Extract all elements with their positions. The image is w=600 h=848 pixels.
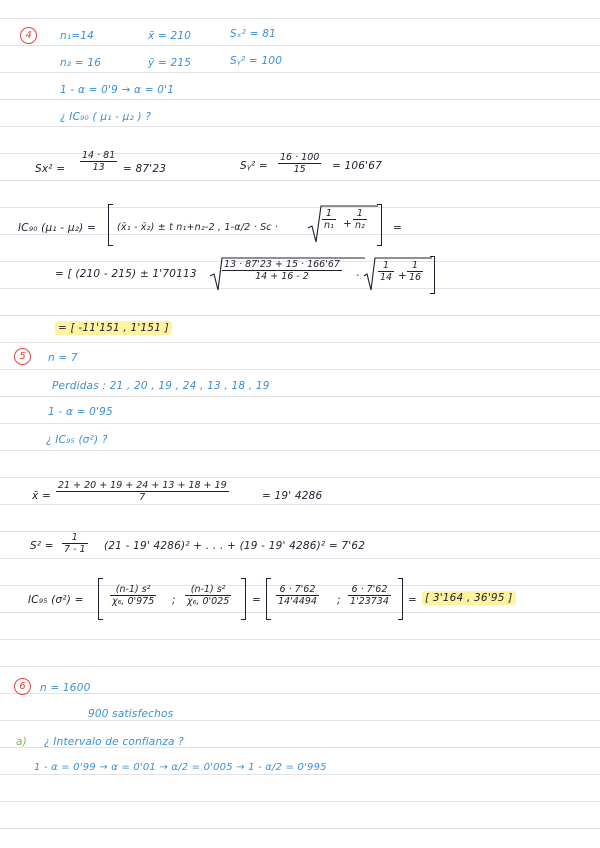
subst-frac1-den: 14 [380, 272, 393, 283]
xbar-result: = 19' 4286 [262, 490, 323, 502]
ruled-line [0, 774, 600, 775]
ic95-frac4 [348, 584, 391, 607]
ic90-subst-frac2 [407, 260, 423, 283]
alpha-99: 1 - α = 0'99 → α = 0'01 → α/2 = 0'005 → 1 - α/2 = 0'995 [34, 762, 327, 773]
dot-mult: · [356, 270, 360, 282]
ic90-subst-close-bracket [430, 256, 435, 294]
plus-sign-b: + [398, 270, 407, 282]
ic90-open-bracket [108, 204, 113, 246]
question-6: ¿ Intervalo de confianza ? [44, 736, 184, 748]
ruled-line [0, 720, 600, 721]
subst-frac1-num: 1 [378, 260, 394, 272]
ic90-subst-frac1 [378, 260, 394, 283]
sx-numerator: 14 · 81 [82, 150, 116, 161]
xbar-denominator: 7 [139, 492, 146, 503]
pooled-denominator: 14 + 16 - 2 [255, 271, 309, 282]
question-4: ¿ IC₉₀ ( μ₁ - μ₂ ) ? [60, 111, 152, 123]
ic90-subst-fraction [222, 259, 342, 282]
s2-denominator: 7 - 1 [64, 544, 86, 555]
question-5: ¿ IC₉₅ (σ²) ? [46, 434, 108, 446]
ic90-frac1-den: n₁ [324, 220, 334, 231]
ic95-frac1-num: (n-1) s² [110, 584, 156, 596]
x1-mean: x̄ = 210 [148, 30, 192, 42]
ruled-line [0, 369, 600, 370]
sy-result: = 106'67 [332, 160, 383, 172]
n-7: n = 7 [48, 352, 78, 364]
sy-denominator: 15 [293, 164, 306, 175]
problem-5-marker: 5 [14, 348, 31, 365]
ruled-line [0, 315, 600, 316]
n-1600: n = 1600 [40, 682, 91, 694]
ic95-close-bracket [241, 578, 246, 620]
plus-sign-a: + [343, 218, 352, 230]
ic90-frac2-num: 1 [353, 208, 367, 220]
ic95-frac2 [185, 584, 231, 607]
result-4-highlight: = [ -11'151 , 1'151 ] [55, 321, 172, 335]
pooled-numerator: 13 · 87'23 + 15 · 166'67 [224, 259, 340, 270]
ic95-frac2-num: (n-1) s² [185, 584, 231, 596]
s2-variance: Sᵧ² = 100 [230, 55, 283, 67]
sy-lhs: Sᵧ² = [240, 160, 268, 172]
ruled-line [0, 504, 600, 505]
ruled-line [0, 18, 600, 19]
ic95-equals: = [252, 594, 261, 606]
s2-expression: (21 - 19' 4286)² + . . . + (19 - 19' 4286)² = 7'62 [104, 540, 366, 552]
ruled-line [0, 639, 600, 640]
s1-variance: Sₓ² = 81 [230, 28, 276, 40]
ic90-frac1 [322, 208, 336, 231]
ic95-open-bracket-2 [266, 578, 271, 620]
subst-frac2-den: 16 [409, 272, 422, 283]
ic95-sep: ; [172, 594, 176, 606]
ruled-line [0, 342, 600, 343]
ic95-frac4-num: 6 · 7'62 [348, 584, 391, 596]
ic95-open-bracket [98, 578, 103, 620]
ruled-line [0, 531, 600, 532]
ic95-frac2-den: χ₆, 0'025 [187, 596, 230, 607]
ruled-line [0, 801, 600, 802]
ruled-line [0, 828, 600, 829]
s2-numerator: 1 [62, 532, 88, 544]
part-a-label: a) [16, 736, 27, 748]
ic95-frac3 [276, 584, 319, 607]
ruled-line [0, 234, 600, 235]
xbar-fraction [56, 480, 229, 503]
ic90-frac2-den: n₂ [355, 220, 365, 231]
ic90-subst-lhs: = [ (210 - 215) ± 1'70113 [55, 268, 197, 280]
ruled-line [0, 207, 600, 208]
ic90-frac2 [353, 208, 367, 231]
ruled-line [0, 558, 600, 559]
alpha-95: 1 - α = 0'95 [48, 406, 113, 418]
result-4 [55, 322, 172, 334]
ic90-close-bracket [377, 204, 382, 246]
ruled-line [0, 666, 600, 667]
sx-result: = 87'23 [123, 163, 167, 175]
sx-lhs: Sx² = [35, 163, 66, 175]
ruled-line [0, 396, 600, 397]
ruled-line [0, 612, 600, 613]
ic95-frac4-den: 1'23734 [350, 596, 389, 607]
result-5 [422, 592, 516, 604]
ic90-formula: (x̄₁ - x̄₂) ± t n₁+n₂-2 , 1-α/2 · Sc · [117, 222, 279, 233]
satisfechos: 900 satisfechos [88, 708, 174, 720]
ruled-line [0, 477, 600, 478]
sx-fraction [80, 150, 117, 173]
problem-6-marker: 6 [14, 678, 31, 695]
ic90-lhs: IC₉₀ (μ₁ - μ₂) = [18, 222, 96, 234]
n2-value: n₂ = 16 [60, 57, 102, 69]
xbar-numerator: 21 + 20 + 19 + 24 + 13 + 18 + 19 [58, 480, 227, 491]
ruled-line [0, 99, 600, 100]
ic95-equals-2: = [408, 594, 417, 606]
ruled-line [0, 72, 600, 73]
ic95-frac3-den: 14'4494 [278, 596, 317, 607]
alpha-line: 1 - α = 0'9 → α = 0'1 [60, 84, 175, 96]
ic90-frac1-num: 1 [322, 208, 336, 220]
ic95-lhs: IC₉₅ (σ²) = [28, 594, 84, 606]
ruled-line [0, 180, 600, 181]
ic95-sep-2: ; [337, 594, 341, 606]
ic95-frac1 [110, 584, 156, 607]
ic95-frac3-num: 6 · 7'62 [276, 584, 319, 596]
problem-4-marker: 4 [20, 27, 37, 44]
ruled-line [0, 423, 600, 424]
sx-denominator: 13 [92, 162, 105, 173]
sy-numerator: 16 · 100 [280, 152, 320, 163]
s2-fraction [62, 532, 88, 555]
ic95-frac1-den: χ₆, 0'975 [112, 596, 155, 607]
ruled-line [0, 126, 600, 127]
ruled-line [0, 450, 600, 451]
subst-frac2-num: 1 [407, 260, 423, 272]
s2-lhs: S² = [30, 540, 54, 552]
ic95-close-bracket-2 [398, 578, 403, 620]
xbar-lhs: x̄ = [32, 490, 51, 502]
ruled-line [0, 45, 600, 46]
n1-value: n₁=14 [60, 30, 95, 42]
result-5-highlight: [ 3'164 , 36'95 ] [422, 591, 516, 605]
ic90-equals: = [393, 222, 402, 234]
x2-mean: ȳ = 215 [148, 57, 192, 69]
perdidas-data: Perdidas : 21 , 20 , 19 , 24 , 13 , 18 , 19 [52, 380, 270, 392]
sy-fraction [278, 152, 321, 175]
